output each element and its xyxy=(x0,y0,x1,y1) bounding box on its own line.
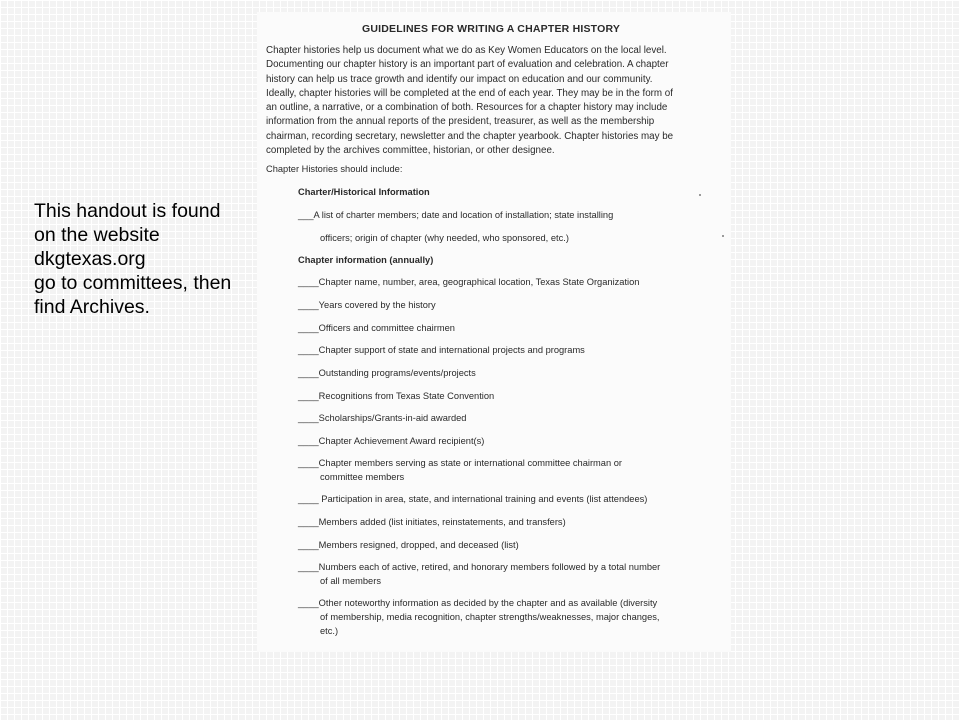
checklist-item: ____Members resigned, dropped, and deceased (list) xyxy=(298,540,519,550)
note-line: dkgtexas.org xyxy=(34,248,146,270)
checklist-item: ____Other noteworthy information as decided by the chapter and as available (diversity xyxy=(298,598,658,608)
checklist-item-continuation: committee members xyxy=(320,472,405,482)
checklist-item-continuation: of all members xyxy=(320,576,381,586)
handout-title: GUIDELINES FOR WRITING A CHAPTER HISTORY xyxy=(362,23,621,35)
section-heading-charter: Charter/Historical Information xyxy=(298,187,430,197)
intro-line: Chapter histories help us document what we do as Key Women Educators on the local level. xyxy=(266,45,667,56)
checklist-item: ____Outstanding programs/events/projects xyxy=(298,368,476,378)
intro-line: history can help us trace growth and identify our impact on education and our community. xyxy=(266,73,653,85)
checklist-item-continuation: officers; origin of chapter (why needed, who sponsored, etc.) xyxy=(320,233,569,243)
checklist-item: ____Numbers each of active, retired, and honorary members followed by a total number xyxy=(298,562,661,572)
intro-paragraph xyxy=(266,44,711,158)
scan-speck xyxy=(722,235,724,237)
checklist-item: ____Chapter name, number, area, geographical location, Texas State Organization xyxy=(298,277,640,287)
checklist-item: ___A list of charter members; date and location of installation; state installing xyxy=(298,210,614,220)
checklist-item: ____Officers and committee chairmen xyxy=(298,323,455,333)
checklist-item: ____Members added (list initiates, reinstatements, and transfers) xyxy=(298,517,566,527)
intro-line: information from the annual reports of the president, treasurer, as well as the membership xyxy=(266,116,655,128)
checklist-item-continuation: of membership, media recognition, chapter strengths/weaknesses, major changes, xyxy=(320,612,660,622)
note-line: go to committees, then xyxy=(34,272,232,294)
checklist-item: ____Chapter members serving as state or international committee chairman or xyxy=(298,458,622,468)
section-heading-annual: Chapter information (annually) xyxy=(298,255,434,265)
checklist-item: ____Chapter support of state and international projects and programs xyxy=(298,345,585,355)
intro-line: Ideally, chapter histories will be completed at the end of each year. They may be in the form of xyxy=(266,87,673,99)
checklist-item: ____Chapter Achievement Award recipient(s) xyxy=(298,436,485,446)
checklist-item-continuation: etc.) xyxy=(320,626,339,636)
note-line: find Archives. xyxy=(34,296,150,318)
website-note xyxy=(34,199,231,319)
checklist-item: ____Years covered by the history xyxy=(298,300,436,310)
should-include-label: Chapter Histories should include: xyxy=(266,164,403,174)
note-line: This handout is found xyxy=(34,200,221,222)
checklist-item: ____ Participation in area, state, and international training and events (list attendees) xyxy=(298,494,648,504)
intro-line: chairman, recording secretary, newsletter and the chapter yearbook. Chapter histories may be xyxy=(266,130,674,142)
checklist-item: ____Scholarships/Grants-in-aid awarded xyxy=(298,413,467,423)
intro-line: completed by the archives committee, historian, or other designee. xyxy=(266,145,555,157)
checklist-item: ____Recognitions from Texas State Convention xyxy=(298,391,495,401)
scanned-handout xyxy=(257,12,731,652)
intro-line: Documenting our chapter history is an important part of evaluation and celebration. A chapter xyxy=(266,59,669,71)
note-line: on the website xyxy=(34,224,160,246)
intro-line: an outline, a narrative, or a combination of both. Resources for a chapter history may include xyxy=(266,102,668,114)
scan-speck xyxy=(699,194,701,196)
